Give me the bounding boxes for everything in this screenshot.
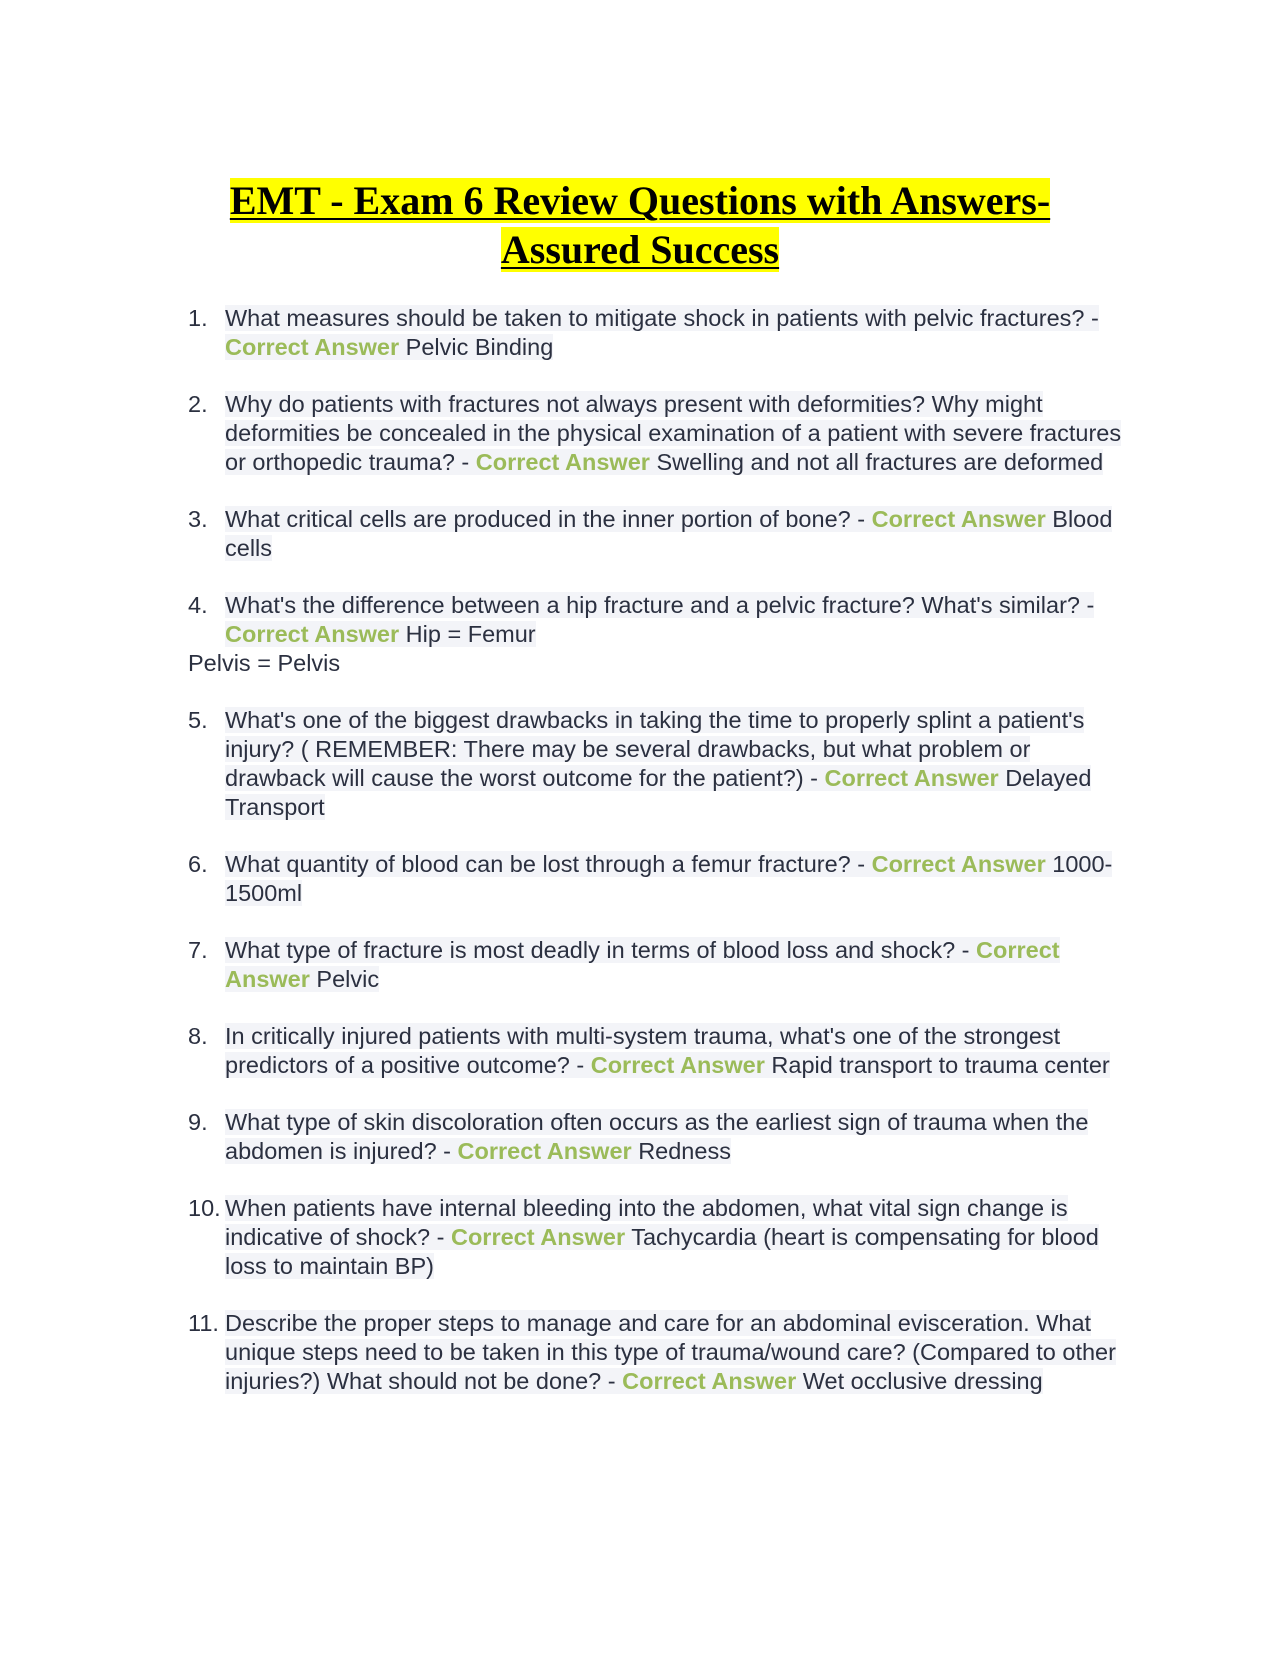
question-item (188, 505, 1136, 563)
question-item (188, 304, 1136, 362)
question-text: What critical cells are produced in the inner portion of bone? - (225, 506, 872, 532)
answer-text: Blood cells (225, 506, 1113, 561)
question-number: 7. (188, 937, 208, 963)
question-number: 11. (188, 1310, 219, 1336)
correct-answer-label: Correct Answer (457, 1138, 632, 1164)
title-line-2: Assured Success (500, 227, 780, 272)
question-text: What quantity of blood can be lost through a femur fracture? - (225, 851, 872, 877)
answer-text: Rapid transport to trauma center (764, 1052, 1110, 1078)
question-text: What type of skin discoloration often occurs as the earliest sign of trauma when the abdomen is injured? - (225, 1109, 1089, 1164)
question-text: What measures should be taken to mitigate shock in patients with pelvic fractures? - (225, 305, 1099, 331)
question-number: 2. (188, 391, 208, 417)
question-item (188, 390, 1136, 477)
correct-answer-label: Correct Answer (622, 1368, 797, 1394)
question-item (188, 1194, 1136, 1281)
question-item (188, 706, 1136, 822)
question-item (188, 850, 1136, 908)
answer-text: Pelvic (309, 966, 380, 992)
correct-answer-label: Correct Answer (871, 506, 1046, 532)
question-number: 6. (188, 851, 208, 877)
question-item (188, 1309, 1136, 1396)
correct-answer-label: Correct Answer (590, 1052, 765, 1078)
question-number: 3. (188, 506, 208, 532)
question-item (188, 1108, 1136, 1166)
correct-answer-label: Correct Answer (871, 851, 1046, 877)
correct-answer-label: Correct Answer (225, 621, 400, 647)
document-title (140, 176, 1140, 274)
correct-answer-label: Correct Answer (475, 449, 650, 475)
question-number: 1. (188, 305, 208, 331)
question-number: 5. (188, 707, 208, 733)
question-text: What's the difference between a hip fracture and a pelvic fracture? What's similar? - (225, 592, 1095, 618)
answer-text: Swelling and not all fractures are deformed (649, 449, 1104, 475)
correct-answer-label: Correct Answer (225, 937, 1060, 992)
question-item (188, 1022, 1136, 1080)
answer-text: Tachycardia (heart is compensating for blood loss to maintain BP) (225, 1224, 1099, 1279)
answer-text: 1000-1500ml (225, 851, 1113, 906)
correct-answer-label: Correct Answer (450, 1224, 626, 1250)
question-text: What's one of the biggest drawbacks in taking the time to properly splint a patient's injury? ( REMEMBER: There may be several drawbacks, but what problem or drawback will cause the worst outcome for the patient?) - (225, 707, 1085, 791)
answer-text: Redness (631, 1138, 731, 1164)
question-text: In critically injured patients with multi-system trauma, what's one of the strongest predictors of a positive outcome? - (225, 1023, 1061, 1078)
question-text: Why do patients with fractures not always present with deformities? Why might deformities be concealed in the physical examination of a patient with severe fractures or orthopedic trauma? - (225, 391, 1122, 475)
answer-text: Wet occlusive dressing (796, 1368, 1043, 1394)
title-line-1: EMT - Exam 6 Review Questions with Answers- (229, 178, 1051, 223)
question-number: 8. (188, 1023, 208, 1049)
question-item (188, 591, 1136, 678)
correct-answer-label: Correct Answer (225, 334, 400, 360)
question-number: 10. (188, 1195, 221, 1221)
answer-text: Hip = Femur (399, 621, 536, 647)
question-list (188, 304, 1136, 1424)
question-number: 4. (188, 592, 208, 618)
answer-continuation: Pelvis = Pelvis (188, 650, 341, 676)
question-text: What type of fracture is most deadly in terms of blood loss and shock? - (225, 937, 977, 963)
question-number: 9. (188, 1109, 208, 1135)
answer-text: Pelvic Binding (399, 334, 554, 360)
answer-text: Delayed Transport (225, 765, 1092, 820)
question-text: Describe the proper steps to manage and care for an abdominal evisceration. What unique steps need to be taken in this type of trauma/wound care? (Compared to other injuries?) What should not be done? - (225, 1310, 1116, 1394)
question-item (188, 936, 1136, 994)
correct-answer-label: Correct Answer (824, 765, 999, 791)
question-text: When patients have internal bleeding into the abdomen, what vital sign change is indicative of shock? - (225, 1195, 1068, 1250)
